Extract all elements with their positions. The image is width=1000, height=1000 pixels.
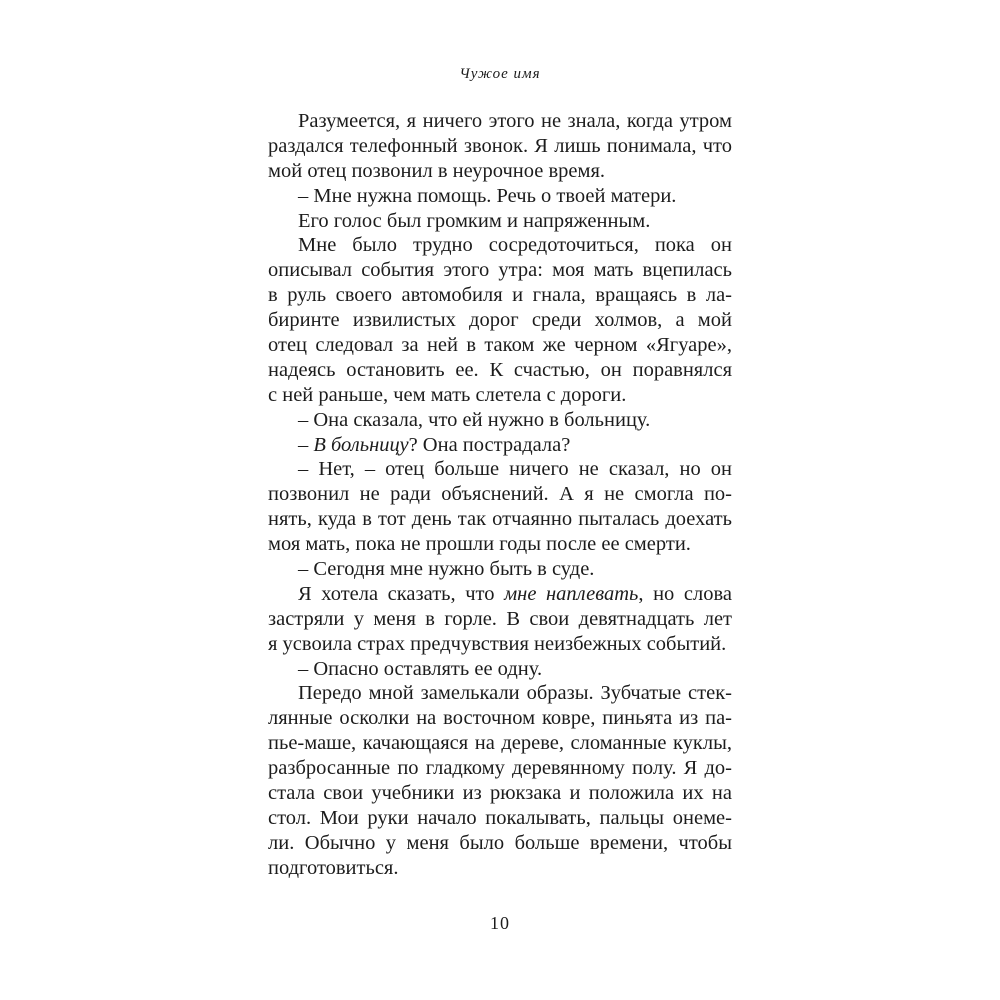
text-line-segment: , но слова bbox=[638, 582, 732, 605]
text-line: подготовиться. bbox=[268, 856, 399, 879]
text-line: – Опасно оставлять ее одну. bbox=[298, 657, 543, 680]
text-line: Его голос был громким и напряженным. bbox=[298, 209, 651, 232]
text-line: нять, куда в тот день так отчаянно пыталась доехать bbox=[268, 508, 732, 531]
text-line: ли. Обычно у меня было больше времени, чтобы bbox=[268, 831, 732, 854]
text-line: раздался телефонный звонок. Я лишь понимала, что bbox=[268, 134, 732, 157]
text-line: надеясь остановить ее. К счастью, он поравнялся bbox=[268, 358, 732, 381]
text-line: – Нет, – отец больше ничего не сказал, но он bbox=[298, 458, 732, 481]
text-line: Передо мной замелькали образы. Зубчатые стек- bbox=[298, 682, 732, 705]
text-line-segment: ? Она пострадала? bbox=[408, 433, 571, 456]
text-line: стала свои учебники из рюкзака и положила их на bbox=[268, 782, 732, 805]
text-line: биринте извилистых дорог среди холмов, а мой bbox=[268, 309, 732, 332]
text-line: Разумеется, я ничего этого не знала, когда утром bbox=[298, 110, 732, 132]
body-text bbox=[268, 109, 732, 881]
text-line: отец следовал за ней в таком же черном «Ягуаре», bbox=[268, 334, 732, 357]
text-line: – Она сказала, что ей нужно в больницу. bbox=[298, 408, 651, 431]
text-line: – Мне нужна помощь. Речь о твоей матери. bbox=[298, 184, 677, 207]
text-line: мой отец позвонил в неурочное время. bbox=[268, 159, 605, 182]
italic-emphasis: мне наплевать bbox=[504, 582, 639, 605]
text-line: я усвоила страх предчувствия неизбежных событий. bbox=[268, 632, 727, 655]
text-line bbox=[268, 433, 732, 458]
text-line: пье-маше, качающаяся на дереве, сломанные куклы, bbox=[268, 732, 732, 755]
text-line-segment: – bbox=[298, 433, 314, 456]
text-line: с ней раньше, чем мать слетела с дороги. bbox=[268, 383, 627, 406]
text-line: в руль своего автомобиля и гнала, вращаясь в ла- bbox=[268, 284, 732, 307]
text-line: – Сегодня мне нужно быть в суде. bbox=[298, 558, 595, 581]
italic-emphasis: В больницу bbox=[313, 433, 409, 456]
text-line: описывал события этого утра: моя мать вцепилась bbox=[268, 259, 732, 282]
text-line: лянные осколки на восточном ковре, пиньята из па- bbox=[268, 707, 732, 730]
text-line: Мне было трудно сосредоточиться, пока он bbox=[298, 234, 732, 257]
text-line: стол. Мои руки начало покалывать, пальцы онеме- bbox=[268, 806, 732, 829]
running-head: Чужое имя bbox=[459, 66, 541, 82]
text-line: моя мать, пока не прошли годы после ее смерти. bbox=[268, 533, 691, 556]
text-line: разбросанные по гладкому деревянному полу. Я до- bbox=[268, 757, 732, 780]
text-line bbox=[268, 582, 732, 607]
text-line: позвонил не ради объяснений. А я не смогла по- bbox=[268, 483, 732, 506]
text-line-segment: Я хотела сказать, что bbox=[298, 582, 505, 605]
page-number: 10 bbox=[490, 913, 510, 933]
text-line: застряли у меня в горле. В свои девятнадцать лет bbox=[268, 607, 732, 630]
